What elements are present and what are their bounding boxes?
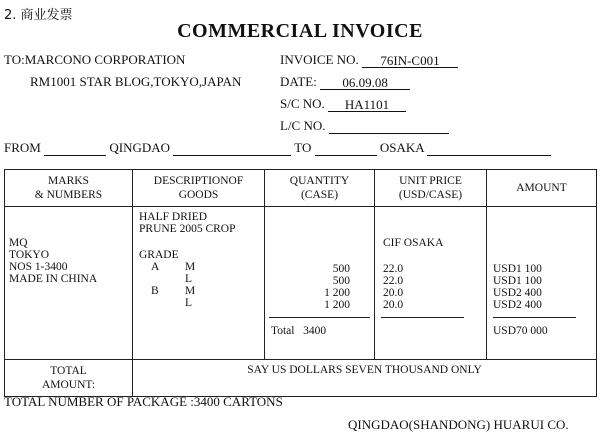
buyer-line [4,52,185,68]
quantity-cell: 500 500 1 200 1 200 Total 3400 [265,207,375,360]
unit-price-header: UNIT PRICE (USD/CASE) [375,170,487,207]
quantity-header: QUANTITY (CASE) [265,170,375,207]
marks-cell: MQ TOKYO NOS 1-3400 MADE IN CHINA [5,207,133,360]
invoice-no-value: 76IN-C001 [362,53,458,68]
date-value: 06.09.08 [320,75,410,90]
origin-port: QINGDAO [109,140,171,155]
origin-blank [173,141,291,156]
lc-no-label: L/C NO. [280,118,326,133]
description-header: DESCRIPTIONOF GOODS [133,170,265,207]
total-amount-row [5,360,597,397]
quantity-total-label: Total [271,325,295,337]
total-packages: TOTAL NUMBER OF PACKAGE :3400 CARTONS [4,394,283,409]
invoice-no-row [280,52,458,68]
buyer-company: MARCONO CORPORATION [24,52,186,67]
route-row [4,140,551,156]
sc-no-row [280,96,406,112]
sc-no-value: HA1101 [328,97,406,112]
goods-table [4,169,597,397]
amount-underline [493,317,576,318]
total-amount-words: SAY US DOLLARS SEVEN THOUSAND ONLY [133,360,597,397]
lc-no-row [280,118,449,134]
lc-no-value [329,119,449,134]
quantity-underline [269,317,370,318]
total-amount-label: TOTAL AMOUNT: [5,360,133,397]
amount-header: AMOUNT [487,170,597,207]
date-row [280,74,410,90]
quantity-total: 3400 [303,325,327,337]
amount-cell: USD1 100 USD1 100 USD2 400 USD2 400 USD70 000 [487,207,597,360]
table-header-row [5,170,597,207]
seller-name: QINGDAO(SHANDONG) HUARUI CO. [348,417,569,432]
marks-header: MARKS & NUMBERS [5,170,133,207]
invoice-title: COMMERCIAL INVOICE [177,20,423,42]
destination-blank [427,141,551,156]
sc-no-label: S/C NO. [280,96,325,111]
description-cell: HALF DRIED PRUNE 2005 CROP GRADE A M L B M L [133,207,265,360]
to-port-blank [315,141,377,156]
invoice-no-label: INVOICE NO. [280,52,359,67]
destination-port: OSAKA [379,140,424,155]
unit-price-cell: CIF OSAKA 22.0 22.0 20.0 20.0 [375,207,487,360]
document-caption: 2. 商业发票 [4,8,73,23]
to-label: TO: [4,52,25,67]
amount-total: USD70 000 [493,325,548,337]
goods-row [5,207,597,360]
price-underline [381,317,464,318]
date-label: DATE: [280,74,317,89]
from-label: FROM [4,140,41,155]
buyer-address: RM1001 STAR BLOG,TOKYO,JAPAN [30,74,242,89]
from-value [44,141,106,156]
to-port-label: TO [294,140,312,155]
